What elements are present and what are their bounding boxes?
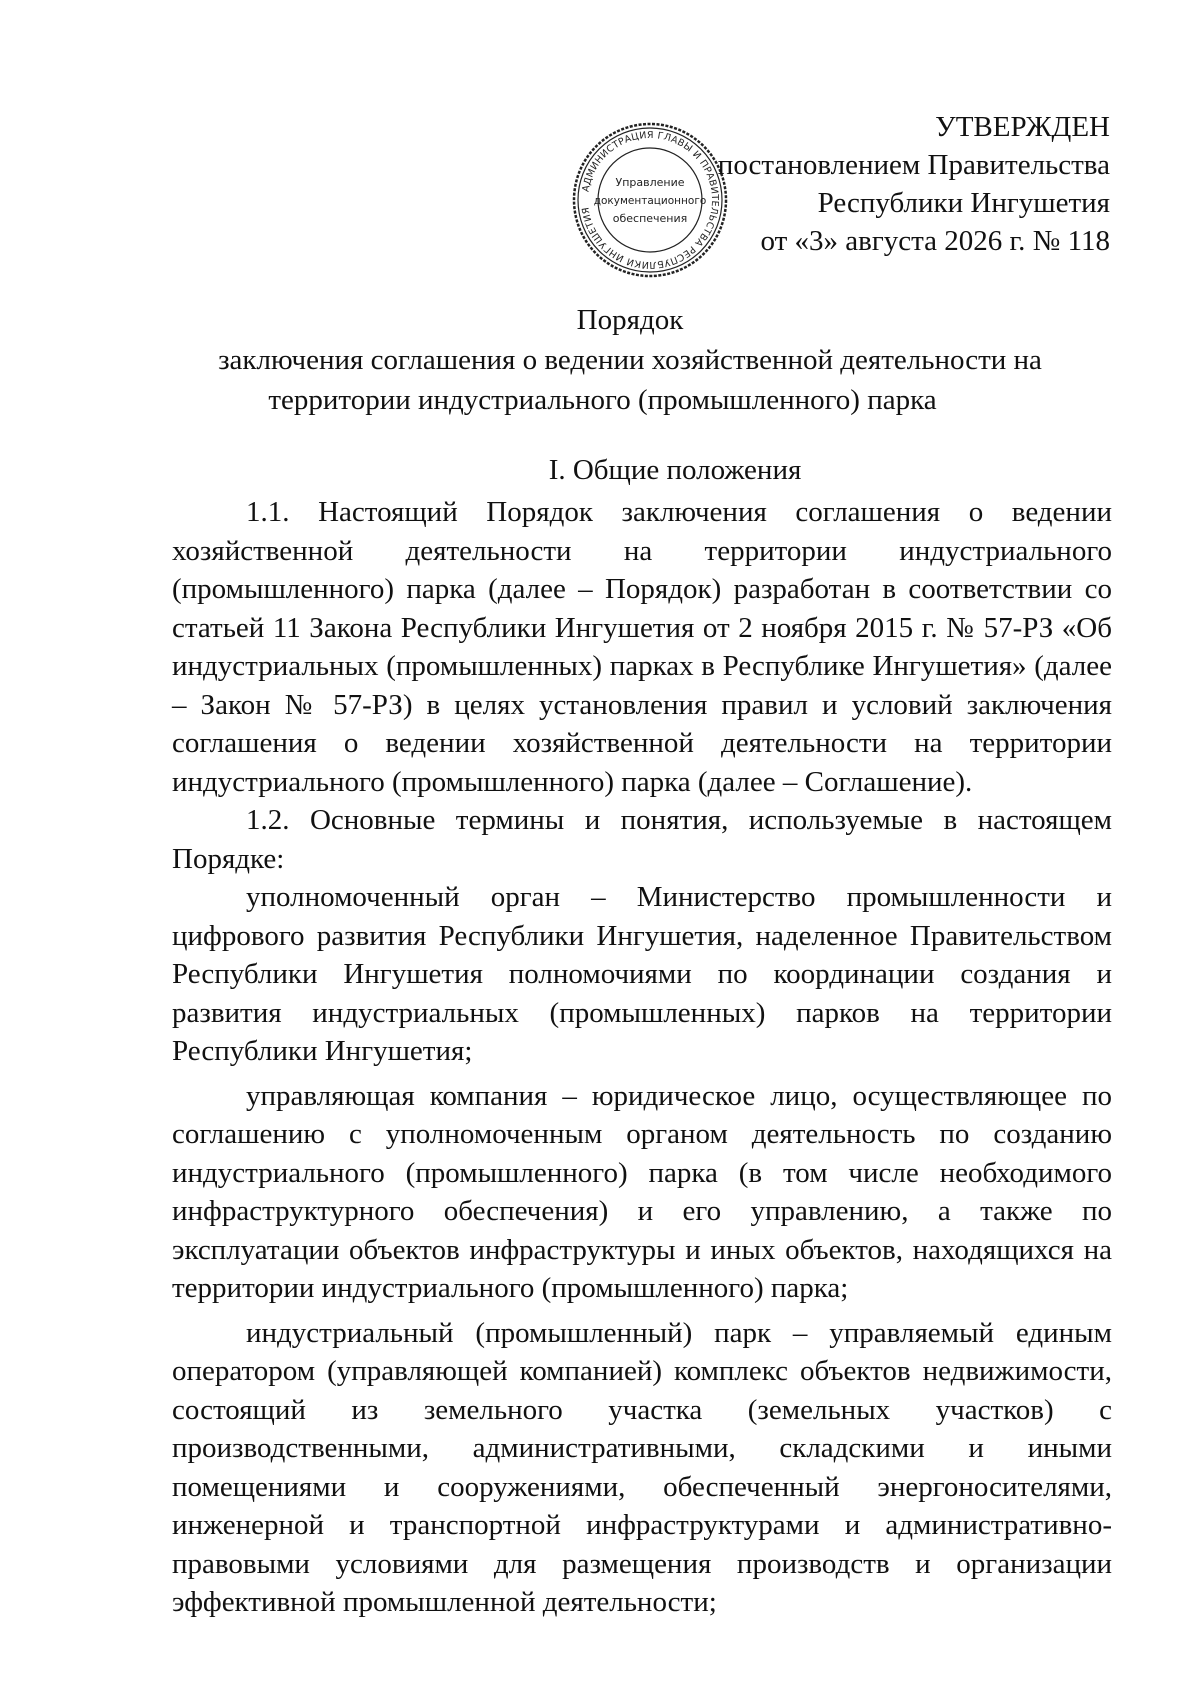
title-line-1: Порядок bbox=[576, 304, 684, 336]
definition-authorized-body: уполномоченный орган – Министерство промышленности и цифрового развития Республики Ингушетия, наделенное Правительством Республики Ингушетия полномочиями по координации создания и развития индустриальных (промышленных) парков на территории Республики Ингушетия; bbox=[172, 881, 1112, 1067]
seal-ring-text: АДМИНИСТРАЦИЯ ГЛАВЫ И ПРАВИТЕЛЬСТВА РЕСПУБЛИКИ ИНГУШЕТИЯ bbox=[580, 129, 721, 271]
title-line-2: заключения соглашения о ведении хозяйственной деятельности на bbox=[218, 344, 1042, 376]
document-body bbox=[172, 493, 1112, 1622]
paragraph-1-1: 1.1. Настоящий Порядок заключения соглашения о ведении хозяйственной деятельности на территории индустриального (промышленного) парка (далее – Порядок) разработан в соответствии со статьей 11 Закона Республики Ингушетия от 2 ноября 2015 г. № 57-РЗ «Об индустриальных (промышленных) парках в Республике Ингушетия» (далее – Закон № 57-РЗ) в целях установления правил и условий заключения соглашения о ведении хозяйственной деятельности на территории индустриального (промышленного) парка (далее – Соглашение). bbox=[172, 496, 1112, 798]
approval-title: УТВЕРЖДЕН bbox=[935, 111, 1110, 143]
section-heading: I. Общие положения bbox=[548, 454, 802, 486]
definition-management-company: управляющая компания – юридическое лицо, осуществляющее по соглашению с уполномоченным органом деятельность по созданию индустриального (промышленного) парка (в том числе необходимого инфраструктурного обеспечения) и его управлению, а также по эксплуатации объектов инфраструктуры и иных объектов, находящихся на территории индустриального (промышленного) парка; bbox=[172, 1079, 1112, 1304]
document-title bbox=[0, 300, 1200, 420]
seal-center-line2: документационного bbox=[593, 195, 707, 207]
seal-center-line3: обеспечения bbox=[612, 212, 688, 225]
official-seal-stamp bbox=[570, 120, 730, 280]
approval-block bbox=[718, 108, 1110, 260]
paragraph-1-2: 1.2. Основные термины и понятия, используемые в настоящем Порядке: bbox=[172, 804, 1112, 875]
approval-line-3: от «3» августа 2026 г. № 118 bbox=[760, 225, 1110, 257]
seal-center-line1: Управление bbox=[615, 176, 685, 189]
title-line-3: территории индустриального (промышленного) парка bbox=[268, 384, 937, 416]
approval-line-2: Республики Ингушетия bbox=[817, 187, 1110, 219]
definition-industrial-park: индустриальный (промышленный) парк – управляемый единым оператором (управляющей компанией) комплекс объектов недвижимости, состоящий из земельного участка (земельных участков) с производственными, административными, складскими и иными помещениями и сооружениями, обеспеченный энергоносителями, инженерной и транспортной инфраструктурами и административно-правовыми условиями для размещения производств и организации эффективной промышленной деятельности; bbox=[172, 1316, 1112, 1618]
approval-line-1: постановлением Правительства bbox=[717, 149, 1110, 181]
